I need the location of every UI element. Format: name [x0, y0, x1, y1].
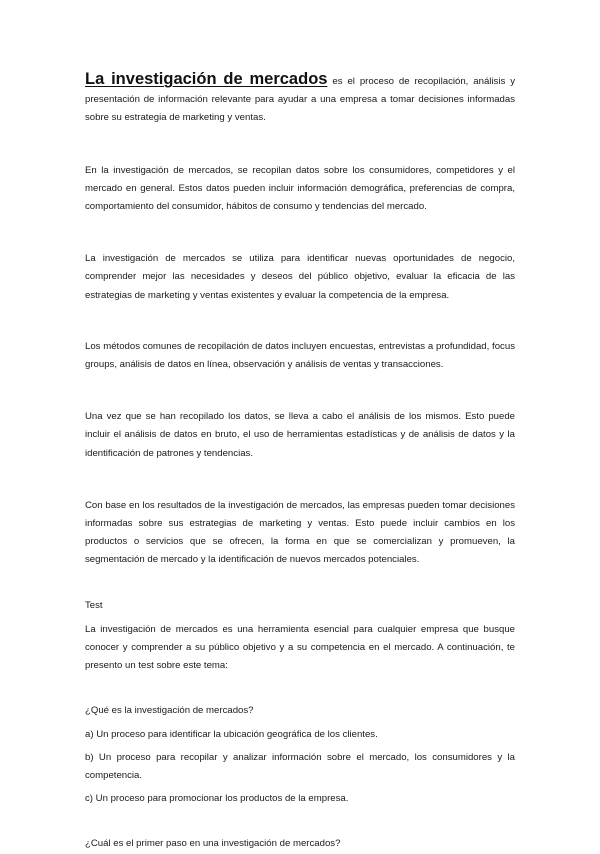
document-title: La investigación de mercados: [85, 70, 328, 88]
question-1-option-a: a) Un proceso para identificar la ubicación geográfica de los clientes.: [85, 728, 378, 740]
intro-paragraph: [85, 70, 515, 128]
question-2: ¿Cuál es el primer paso en una investigación de mercados?: [85, 838, 341, 850]
question-1: ¿Qué es la investigación de mercados?: [85, 705, 254, 717]
test-intro: La investigación de mercados es una herramienta esencial para cualquier empresa que busque conocer y comprender a su público objetivo y a su competencia en el mercado. A continuación, te presento un test sobre este tema:: [85, 623, 515, 672]
paragraph-data-collected: En la investigación de mercados, se recopilan datos sobre los consumidores, competidores y el mercado en general. Estos datos pueden incluir información demográfica, preferencias de compra, comportamiento del consumidor, hábitos de consumo y tendencias del mercado.: [85, 164, 515, 213]
document-body: [85, 70, 515, 854]
question-1-option-b: b) Un proceso para recopilar y analizar información sobre el mercado, los consumidores y la competencia.: [85, 751, 515, 782]
intro-text: es el proceso de recopilación, análisis y presentación de información relevante para ayudar a una empresa a tomar decisiones informadas sobre su estrategia de marketing y ventas.: [85, 76, 515, 124]
question-1-option-c: c) Un proceso para promocionar los productos de la empresa.: [85, 793, 349, 805]
paragraph-methods: Los métodos comunes de recopilación de datos incluyen encuestas, entrevistas a profundidad, focus groups, análisis de datos en línea, observación y análisis de ventas y transacciones.: [85, 340, 515, 371]
paragraph-uses: La investigación de mercados se utiliza para identificar nuevas oportunidades de negocio, comprender mejor las necesidades y deseos del público objetivo, evaluar la eficacia de las estrategias de marketing y ventas existentes y evaluar la competencia de la empresa.: [85, 253, 515, 301]
paragraph-analysis: Una vez que se han recopilado los datos, se lleva a cabo el análisis de los mismos. Esto puede incluir el análisis de datos en bruto, el uso de herramientas estadísticas y de análisis de datos y la identificación de patrones y tendencias.: [85, 411, 515, 459]
test-heading: Test: [85, 599, 103, 611]
paragraph-results: Con base en los resultados de la investigación de mercados, las empresas pueden tomar decisiones informadas sobre sus estrategias de marketing y ventas. Esto puede incluir cambios en los productos o servicios que se ofrecen, la forma en que se comercializan y promueven, la segmentación de mercado y la identificación de nuevos mercados potenciales.: [85, 499, 515, 566]
